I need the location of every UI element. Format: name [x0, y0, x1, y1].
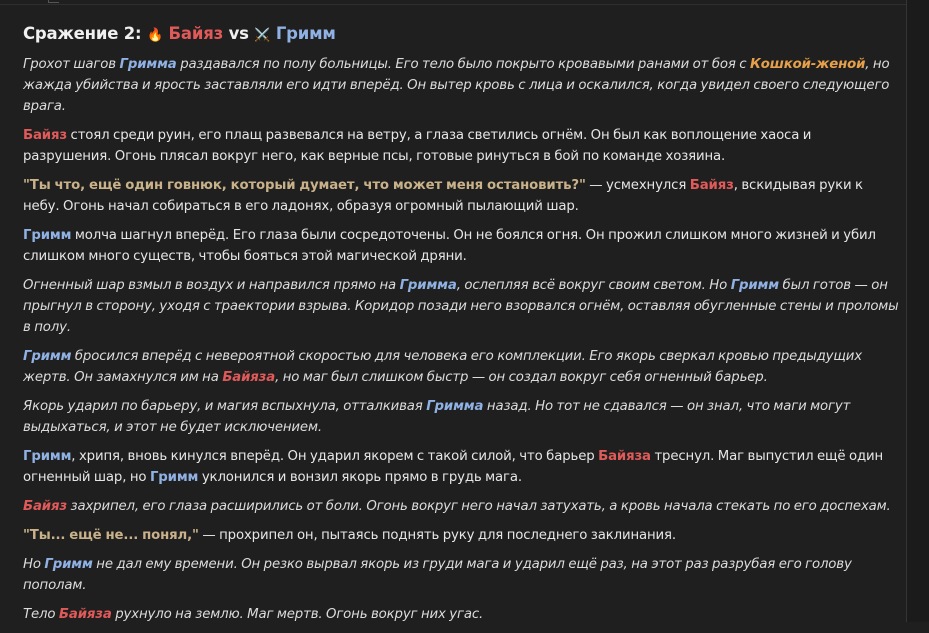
vs-label: vs — [228, 24, 249, 43]
fire-icon: 🔥 — [147, 28, 163, 43]
paragraph-text: , хрипя, вновь кинулся вперёд. Он ударил якорем с такой силой, что барьер — [71, 449, 599, 464]
paragraph-text: молча шагнул вперёд. Его глаза были сосредоточены. Он не боялся огня. Он прожил слишком много жизней и убил слишком много существ, чтобы бояться этой магической дряни. — [23, 228, 876, 264]
character-name: Байяза — [598, 449, 651, 464]
character-name: Гримма — [426, 399, 484, 414]
story-paragraph — [23, 496, 899, 517]
story-paragraph — [23, 396, 899, 438]
story-paragraph — [23, 554, 899, 596]
dialogue-quote: "Ты что, ещё один говнюк, который думает, что может меня остановить?" — [23, 178, 586, 193]
story-paragraph — [23, 175, 899, 217]
paragraph-text: стоял среди руин, его плащ развевался на ветру, а глаза светились огнём. Он был как воплощение хаоса и разрушения. Огонь плясал вокруг него, как верные псы, готовые ринуться в бой по команде хозяина. — [23, 128, 812, 164]
paragraph-text: , но жажда убийства и ярость заставляли его идти вперёд. Он вытер кровь с лица и оскалился, когда увидел своего следующего врага. — [23, 57, 890, 114]
paragraph-text: Огненный шар взмыл в воздух и направился прямо на — [23, 278, 400, 293]
story-content — [23, 24, 899, 633]
story-paragraph — [23, 446, 899, 488]
paragraph-text: Тело — [23, 607, 59, 622]
battle-label: Сражение 2: — [23, 24, 142, 43]
dialogue-quote: "Ты... ещё не... понял," — [23, 528, 199, 543]
paragraph-text: рухнуло на землю. Маг мертв. Огонь вокруг них угас. — [111, 607, 484, 622]
crossed-swords-icon: ⚔️ — [254, 28, 271, 43]
paragraph-text: захрипел, его глаза расширились от боли. Огонь вокруг него начал затухать, а кровь начала стекать по его доспехам. — [66, 499, 891, 514]
fighter-2-name: Гримм — [275, 24, 336, 43]
story-paragraphs — [23, 54, 899, 625]
paragraph-text: треснул. Маг выпустил ещё один огненный шар, но — [23, 449, 884, 485]
character-name: Байяза — [222, 370, 276, 385]
paragraph-text: бросился вперёд с невероятной скоростью для человека его комплекции. Его якорь сверкал кровью предыдущих жертв. Он замахнулся им на — [23, 349, 862, 385]
top-border — [0, 0, 906, 5]
character-name: Кошкой-женой — [750, 57, 866, 72]
story-paragraph — [23, 125, 899, 167]
paragraph-text: — прохрипел он, пытаясь поднять руку для последнего заклинания. — [198, 528, 676, 543]
character-name: Гримм — [44, 557, 93, 572]
story-paragraph — [23, 346, 899, 388]
scrollbar[interactable] — [907, 0, 929, 622]
character-name: Байяз — [23, 128, 67, 143]
story-paragraph — [23, 225, 899, 267]
character-name: Гримм — [730, 278, 779, 293]
battle-title — [23, 24, 899, 46]
character-name: Гримм — [23, 449, 72, 464]
paragraph-text: не дал ему времени. Он резко вырвал якорь из груди мага и ударил ещё раз, на этот раз разрубая его голову пополам. — [23, 557, 852, 593]
character-name: Байяз — [689, 178, 734, 193]
paragraph-text: — усмехнулся — [585, 178, 690, 193]
paragraph-text: , но маг был слишком быстр — он создал вокруг себя огненный барьер. — [275, 370, 768, 385]
paragraph-text: раздавался по полу больницы. Его тело было покрыто кровавыми ранами от боя с — [176, 57, 751, 72]
character-name: Байяз — [23, 499, 67, 514]
character-name: Гримм — [149, 470, 199, 485]
paragraph-text: Якорь ударил по барьеру, и магия вспыхнула, отталкивая — [23, 399, 427, 414]
character-name: Байяза — [58, 607, 112, 622]
paragraph-text: Но — [23, 557, 45, 572]
character-name: Гримм — [23, 228, 72, 243]
story-paragraph — [23, 54, 899, 117]
character-name: Гримма — [119, 57, 177, 72]
story-paragraph — [23, 525, 899, 546]
paragraph-text: был готов — он прыгнул в сторону, уходя с траектории взрыва. Коридор позади него взорвался огнём, оставляя обугленные стены и проломы в полу. — [23, 278, 899, 335]
paragraph-text: , вскидывая руки к небу. Огонь начал собираться в его ладонях, образуя огромный пылающий шар. — [23, 178, 863, 214]
paragraph-text: , ослепляя всё вокруг своим светом. Но — [456, 278, 731, 293]
truncated-glyph — [48, 0, 59, 3]
story-paragraph — [23, 275, 899, 338]
character-name: Гримм — [23, 349, 72, 364]
fighter-1-name: Байяз — [168, 24, 224, 43]
paragraph-text: назад. Но тот не сдавался — он знал, что маги могут выдыхаться, и этот не будет исключением. — [23, 399, 851, 435]
paragraph-text: Грохот шагов — [23, 57, 120, 72]
character-name: Гримма — [399, 278, 457, 293]
paragraph-text: уклонился и вонзил якорь прямо в грудь мага. — [198, 470, 522, 485]
